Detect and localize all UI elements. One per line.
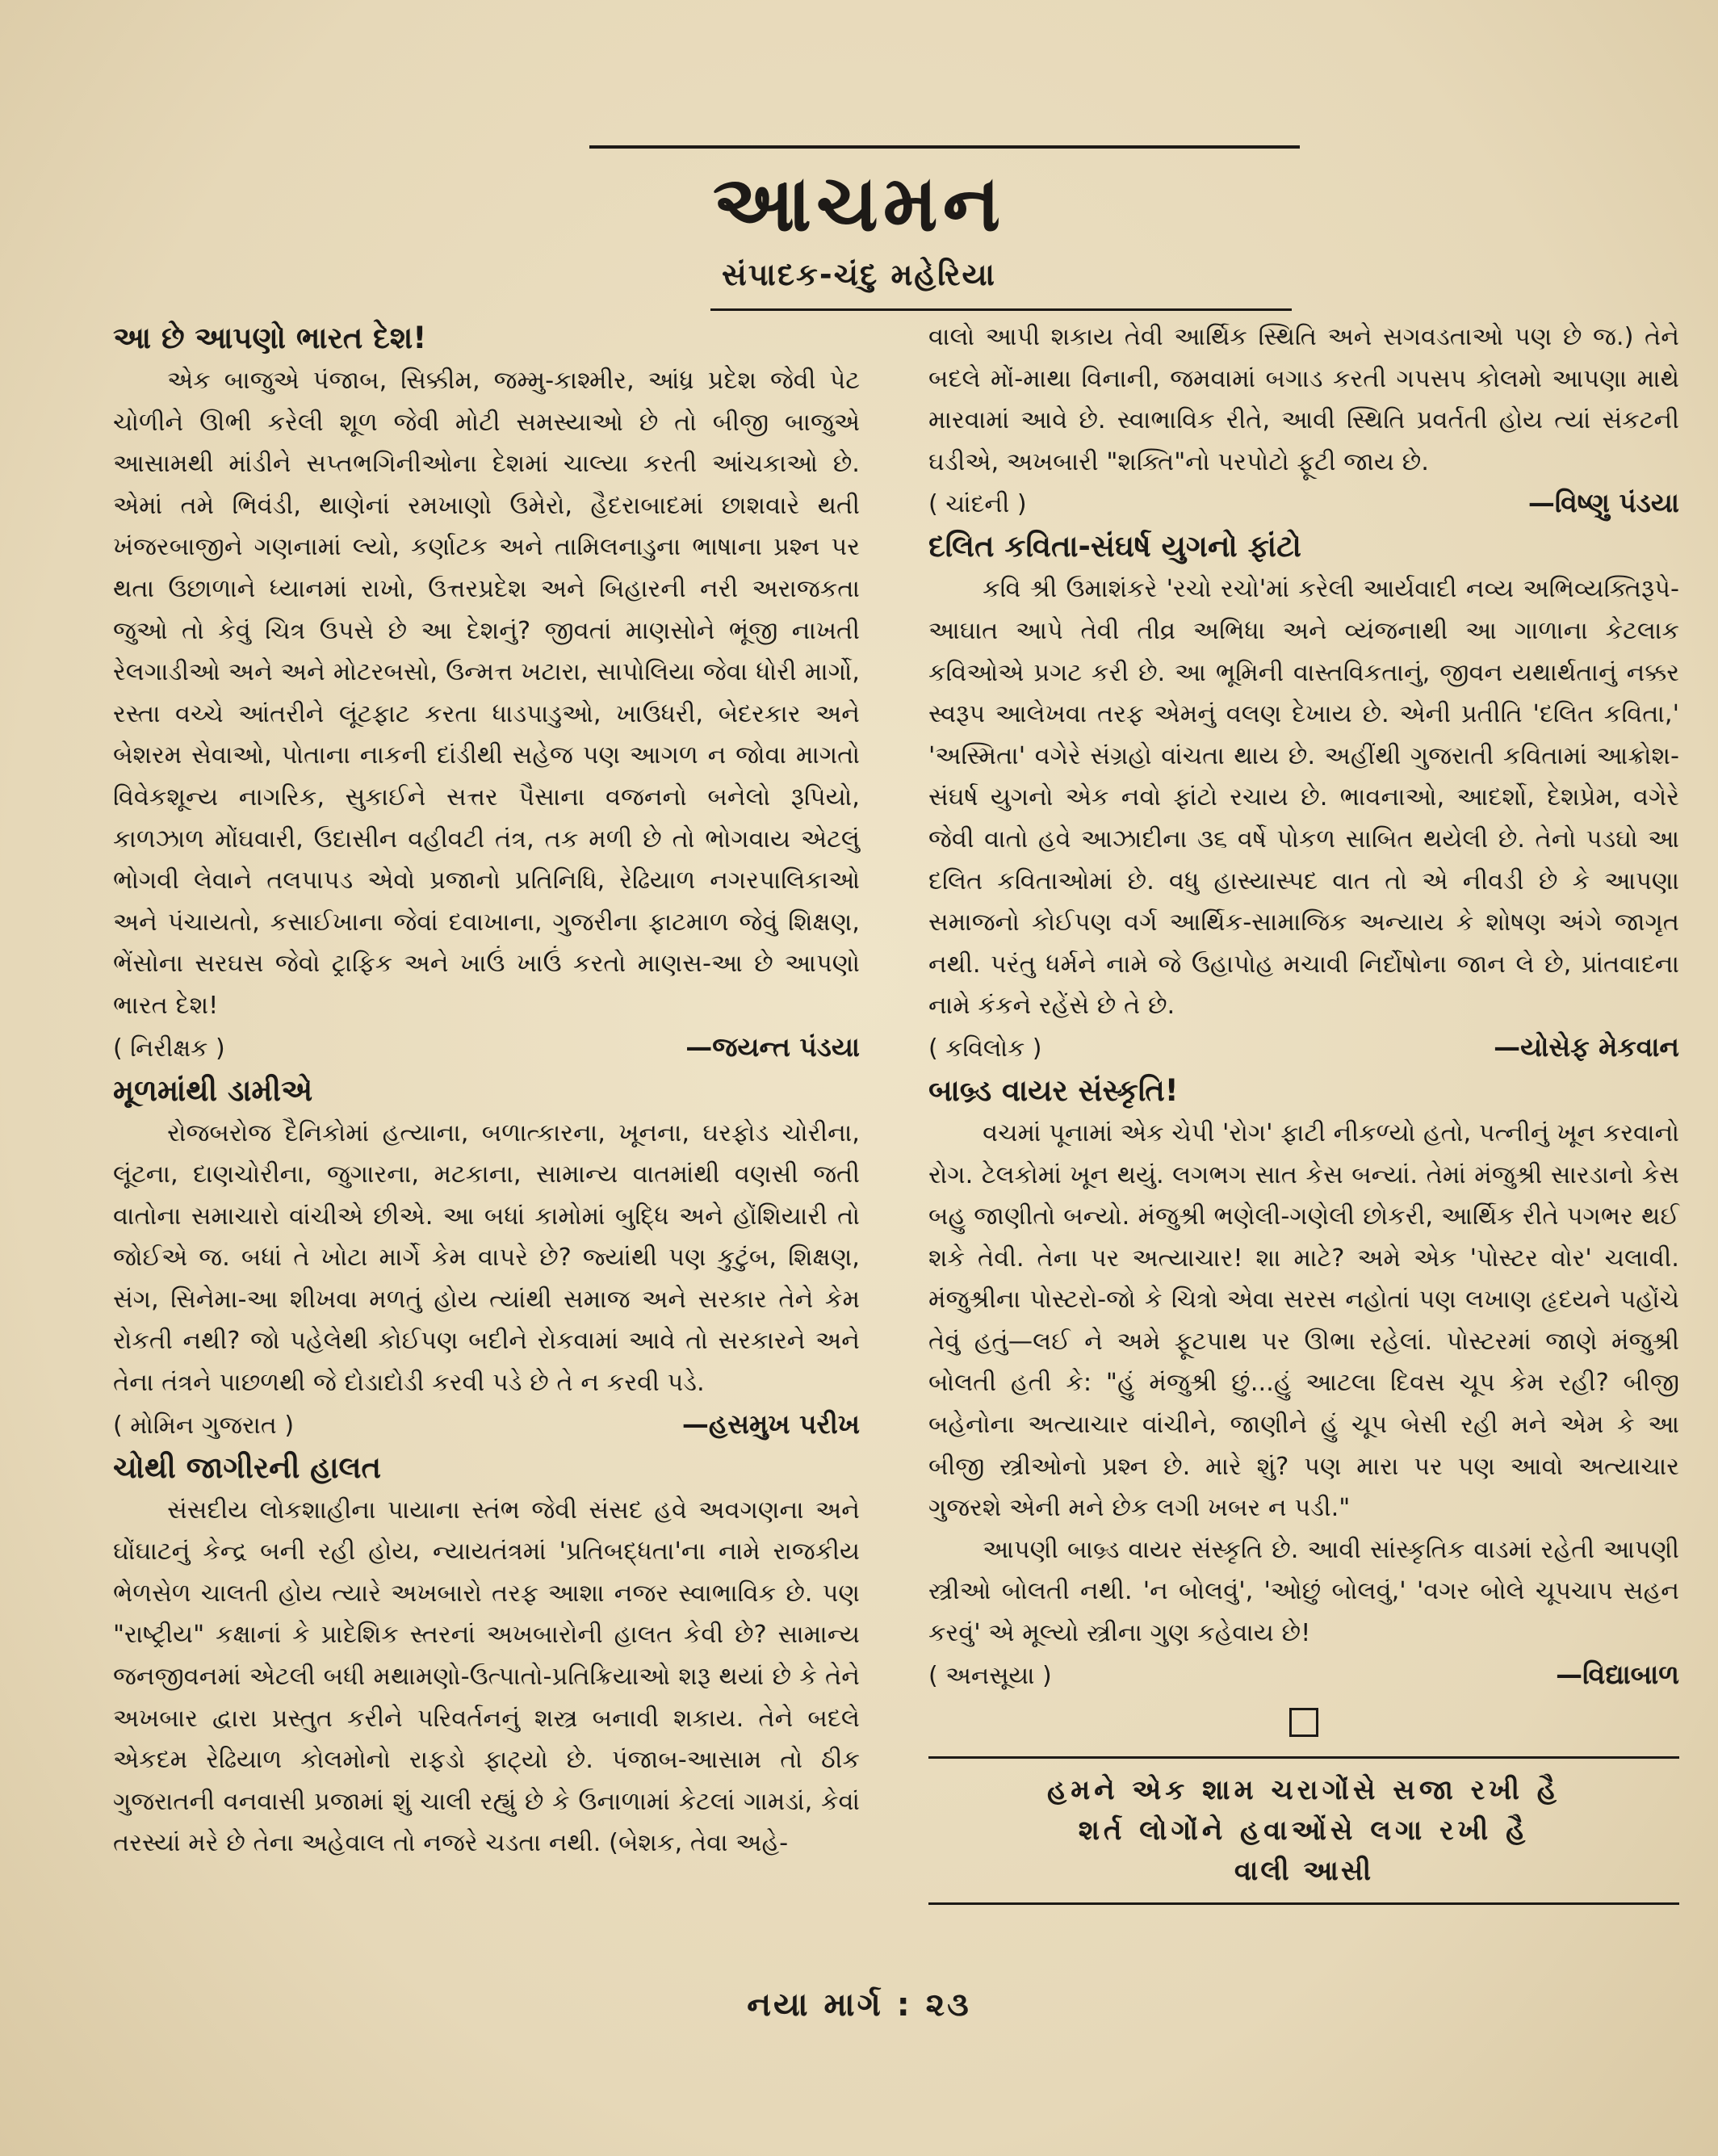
article-author: —હસમુખ પરીખ <box>681 1407 860 1440</box>
article-credit <box>113 1027 860 1069</box>
right-column <box>928 317 1679 1905</box>
quote-poet: વાલી આસી <box>1234 1854 1374 1887</box>
left-column <box>113 317 860 1864</box>
section-end-box-icon <box>928 1708 1679 1748</box>
article-credit <box>928 1655 1679 1697</box>
article-body: સંસદીય લોકશાહીના પાયાના સ્તંભ જેવી સંસદ હવે અવગણના અને ઘોંઘાટનું કેન્દ્ર બની રહી હોય, ન્યાયતંત્રમાં 'પ્રતિબદ્ધતા'ના નામે રાજકીય ભેળસેળ ચાલતી હોય ત્યારે અખબારો તરફ આશા નજર સ્વાભાવિક છે. પણ "રાષ્ટ્રીય" કક્ષાનાં કે પ્રાદેશિક સ્તરનાં અખબારોની હાલત કેવી છે? સામાન્ય જનજીવનમાં એટલી બધી મથામણો-ઉત્પાતો-પ્રતિક્રિયાઓ શરૂ થયાં છે કે તેને અખબાર દ્વારા પ્રસ્તુત કરીને પરિવર્તનનું શસ્ત્ર બનાવી શકાય. તેને બદલે એકદમ રેઢિયાળ કોલમોનો રાફડો ફાટ્યો છે. પંજાબ-આસામ તો ઠીક ગુજરાતની વનવાસી પ્રજામાં શું ચાલી રહ્યું છે કે ઉનાળામાં કેટલાં ગામડાં, કેવાં તરસ્યાં મરે છે તેના અહેવાલ તો નજરે ચડતા નથી. (બેશક, તેવા અહે- <box>113 1495 860 1858</box>
article-body: એક બાજુએ પંજાબ, સિક્કીમ, જમ્મુ-કાશ્મીર, આંધ્ર પ્રદેશ જેવી પેટ ચોળીને ઊભી કરેલી શૂળ જેવી મોટી સમસ્યાઓ છે તો બીજી બાજુએ આસામથી માંડીને સપ્તભગિનીઓના દેશમાં ચાલ્યા કરતી આંચકાઓ છે. એમાં તમે ભિવંડી, થાણેનાં રમખાણો ઉમેરો, હૈદરાબાદમાં છાશવારે થતી ખંજરબાજીને ગણનામાં લ્યો, કર્ણાટક અને તામિલનાડુના ભાષાના પ્રશ્ન પર થતા ઉછાળાને ધ્યાનમાં રાખો, ઉત્તરપ્રદેશ અને બિહારની નરી અરાજકતા જુઓ તો કેવું ચિત્ર ઉપસે છે આ દેશનું? જીવતાં માણસોને ભૂંજી નાખતી રેલગાડીઓ અને અને મોટરબસો, ઉન્મત્ત ખટારા, સાપોલિયા જેવા ધોરી માર્ગો, રસ્તા વચ્ચે આંતરીને લૂંટફાટ કરતા ધાડપાડુઓ, ખાઉધરી, બેદરકાર અને બેશરમ સેવાઓ, પોતાના નાકની દાંડીથી સહેજ પણ આગળ ન જોવા માગતો વિવેકશૂન્ય નાગરિક, સુકાઈને સત્તર પૈસાના વજનનો બનેલો રૂપિયો, કાળઝાળ મોંઘવારી, ઉદાસીન વહીવટી તંત્ર, તક મળી છે તો ભોગવાય એટલું ભોગવી લેવાને તલપાપડ એવો પ્રજાનો પ્રતિનિધિ, રેઢિયાળ નગરપાલિકાઓ અને પંચાયતો, કસાઈખાના જેવાં દવાખાના, ગુજરીના ફાટમાળ જેવું શિક્ષણ, ભેંસોના સરઘસ જેવો ટ્રાફિક અને ખાઉં ખાઉં કરતો માણસ-આ છે આપણો ભારત દેશ! <box>113 367 860 1020</box>
article-author: —વિદ્યાબાળ <box>1556 1658 1679 1690</box>
article-body: આપણી બાબ્ર્ડ વાયર સંસ્કૃતિ છે. આવી સાંસ્કૃતિક વાડમાં રહેતી આપણી સ્ત્રીઓ બોલતી નથી. 'ન બોલવું', 'ઓછું બોલવું,' 'વગર બોલે ચૂપચાપ સહન કરવું' એ મૂલ્યો સ્ત્રીના ગુણ કહેવાય છે! <box>928 1535 1679 1648</box>
page-footer: નયા માર્ગ : ૨૩ <box>747 1986 971 2024</box>
article-source: ( નિરીક્ષક ) <box>113 1034 225 1063</box>
column-title: આચમન <box>712 158 1006 249</box>
article-source: ( અનસૂયા ) <box>928 1661 1052 1690</box>
article-heading: મૂળમાંથી ડામીએ <box>113 1072 313 1108</box>
article-credit <box>928 483 1679 525</box>
article-heading: આ છે આપણો ભારત દેશ! <box>113 321 427 355</box>
article-body: રોજબરોજ દૈનિકોમાં હત્યાના, બળાત્કારના, ખૂનના, ઘરફોડ ચોરીના, લૂંટના, દાણચોરીના, જુગારના, મટકાના, સામાન્ય વાતમાંથી વણસી જતી વાતોના સમાચારો વાંચીએ છીએ. આ બધાં કામોમાં બુદ્ધિ અને હોંશિયારી તો જોઈએ જ. બધાં તે ખોટા માર્ગે કેમ વાપરે છે? જ્યાંથી પણ કુટુંબ, શિક્ષણ, સંગ, સિનેમા-આ શીખવા મળતું હોય ત્યાંથી સમાજ અને સરકાર તેને કેમ રોકતી નથી? જો પહેલેથી કોઈપણ બદીને રોકવામાં આવે તો સરકારને અને તેના તંત્રને પાછળથી જે દોડાદોડી કરવી પડે છે તે ન કરવી પડે. <box>113 1118 860 1398</box>
article-source: ( મોમિન ગુજરાત ) <box>113 1411 295 1440</box>
article-body: વચમાં પૂનામાં એક ચેપી 'રોગ' ફાટી નીકળ્યો હતો, પત્નીનું ખૂન કરવાનો રોગ. ટેલકોમાં ખૂન થયું. લગભગ સાત કેસ બન્યાં. તેમાં મંજુશ્રી સારડાનો કેસ બહુ જાણીતો બન્યો. મંજુશ્રી ભણેલી-ગણેલી છોકરી, આર્થિક રીતે પગભર થઈ શકે તેવી. તેના પર અત્યાચાર! શા માટે? અમે એક 'પોસ્ટર વોર' ચલાવી. મંજુશ્રીના પોસ્ટરો-જો કે ચિત્રો એવા સરસ નહોતાં પણ લખાણ હૃદયને પહોંચે તેવું હતું—લઈ ને અમે ફૂટપાથ પર ઊભા રહેલાં. પોસ્ટરમાં જાણે મંજુશ્રી બોલતી હતી કે: "હું મંજુશ્રી છું...હું આટલા દિવસ ચૂપ કેમ રહી? બીજી બહેનોના અત્યાચાર વાંચીને, જાણીને હું ચૂપ બેસી રહી મને એમ કે આ બીજી સ્ત્રીઓનો પ્રશ્ન છે. મારે શું? પણ મારા પર પણ આવો અત્યાચાર ગુજરશે એની મને છેક લગી ખબર ન પડી." <box>928 1118 1679 1523</box>
article-body: કવિ શ્રી ઉમાશંકરે 'રચો રચો'માં કરેલી આર્યવાદી નવ્ય અભિવ્યક્તિરૂપે-આઘાત આપે તેવી તીવ્ર અભિધા અને વ્યંજનાથી આ ગાળાના કેટલાક કવિઓએ પ્રગટ કરી છે. આ ભૂમિની વાસ્તવિકતાનું, જીવન યથાર્થતાનું નક્કર સ્વરૂપ આલેખવા તરફ એમનું વલણ દેખાય છે. એની પ્રતીતિ 'દલિત કવિતા,' 'અસ્મિતા' વગેરે સંગ્રહો વાંચતા થાય છે. અહીંથી ગુજરાતી કવિતામાં આક્રોશ-સંઘર્ષ યુગનો એક નવો ફાંટો રચાય છે. ભાવનાઓ, આદર્શો, દેશપ્રેમ, વગેરે જેવી વાતો હવે આઝાદીના ૩૬ વર્ષે પોકળ સાબિત થયેલી છે. તેનો પડઘો આ દલિત કવિતાઓમાં છે. વધુ હાસ્યાસ્પદ વાત તો એ નીવડી છે કે આપણા સમાજનો કોઈપણ વર્ગ આર્થિક-સામાજિક અન્યાય કે શોષણ અંગે જાગૃત નથી. પરંતુ ધર્મને નામે જે ઉહાપોહ મચાવી નિર્દોષોના જાન લે છે, પ્રાંતવાદના નામે કંકને રહેંસે છે તે છે. <box>928 575 1679 1021</box>
top-rule <box>589 145 1300 149</box>
article-heading: દલિત કવિતા-સંઘર્ષ યુગનો ફાંટો <box>928 529 1301 564</box>
quote-line: હમને એક શામ ચરાગોંસે સજા રખી હૈ <box>1047 1773 1561 1806</box>
article-author: —જયન્ત પંડયા <box>685 1030 860 1063</box>
article-source: ( ચાંદની ) <box>928 490 1027 519</box>
article-source: ( કવિલોક ) <box>928 1034 1042 1063</box>
article-heading: ચોથી જાગીરની હાલત <box>113 1449 382 1485</box>
quote-bottom-rule <box>928 1902 1679 1905</box>
article-author: —યોસેફ મેકવાન <box>1494 1030 1679 1063</box>
article-credit <box>113 1404 860 1446</box>
article-author: —વિષ્ણુ પંડયા <box>1527 487 1679 519</box>
quote-top-rule <box>928 1756 1679 1759</box>
article-body-continued: વાલો આપી શકાય તેવી આર્થિક સ્થિતિ અને સગવડતાઓ પણ છે જ.) તેને બદલે મોં-માથા વિનાની, જમવામાં બગાડ કરતી ગપસપ કોલમો આપણા માથે મારવામાં આવે છે. સ્વાભાવિક રીતે, આવી સ્થિતિ પ્રવર્તતી હોય ત્યાં સંકટની ઘડીએ, અખબારી "શક્તિ"નો પરપોટો ફૂટી જાય છે. <box>928 323 1679 476</box>
editor-credit: સંપાદક-ચંદુ મહેરિયા <box>722 257 996 292</box>
editor-rule <box>710 308 1292 311</box>
article-heading: બાબ્ર્ડ વાયર સંસ્કૃતિ! <box>928 1072 1179 1108</box>
quote-line: શર્ત લોગોંને હવાઓંસે લગા રખી હૈ <box>1078 1814 1530 1847</box>
article-credit <box>928 1027 1679 1069</box>
